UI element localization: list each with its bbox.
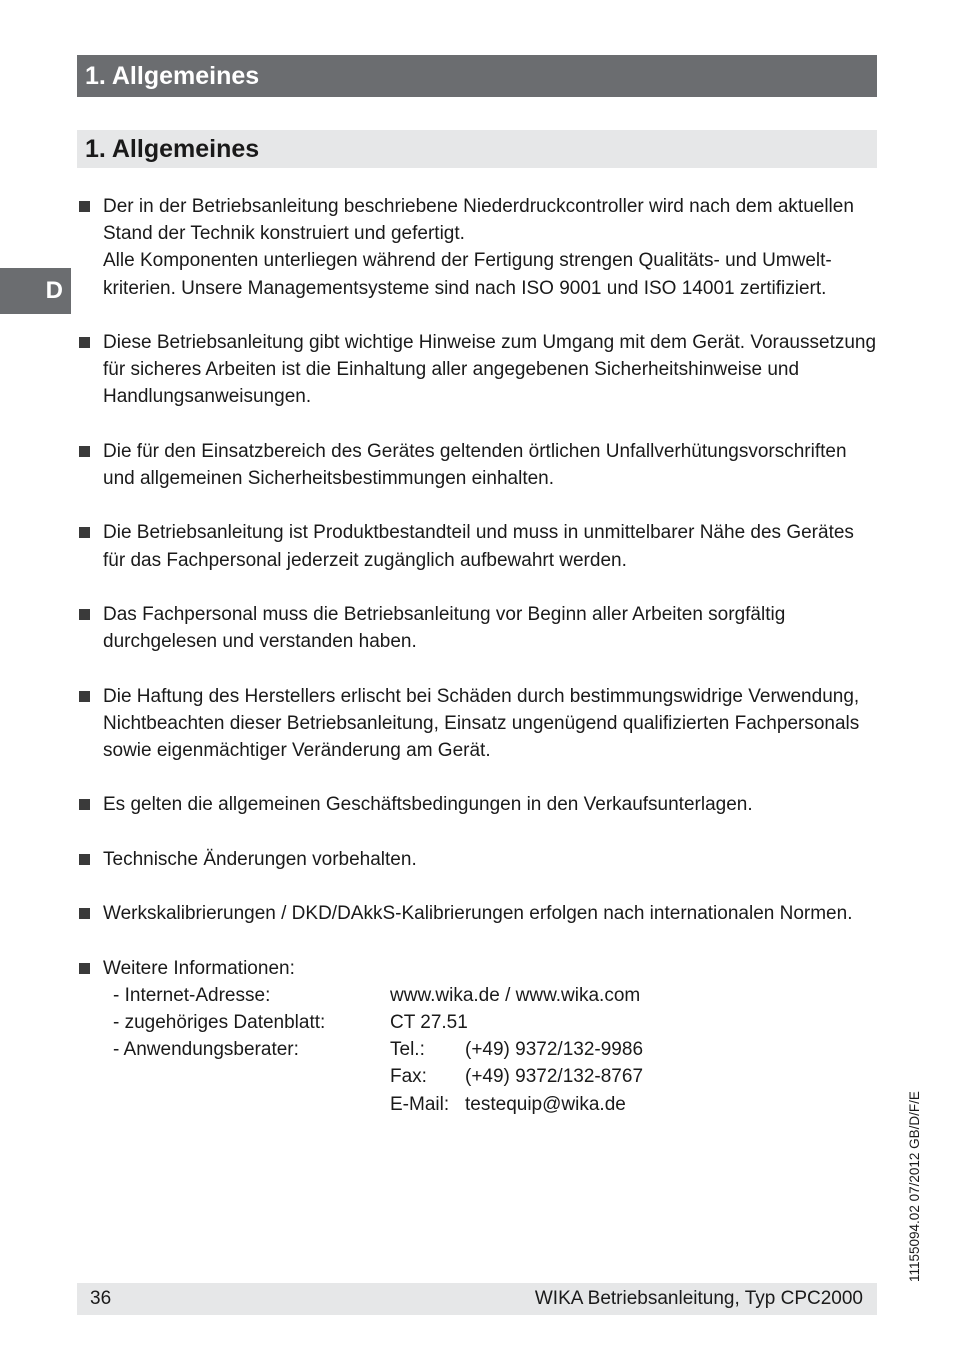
language-tab: D [0, 268, 71, 314]
internet-value: www.wika.de / www.wika.com [390, 984, 641, 1006]
list-item [77, 519, 877, 573]
list-item-text: Das Fachpersonal muss die Betriebsanleitung vor Beginn aller Arbeiten sorgfältig durchgelesen und verstanden haben. [103, 603, 786, 653]
email-label: E-Mail: [390, 1093, 450, 1115]
list-item-text: Die Betriebsanleitung ist Produktbestandteil und muss in unmittelbarer Nähe des Gerätes für das Fachpersonal jederzeit zugänglich aufbewahrt werden. [103, 522, 854, 571]
square-bullet-icon [79, 446, 90, 457]
info-list-item [77, 955, 877, 1118]
tel-label: Tel.: [390, 1039, 425, 1061]
bullet-list [77, 193, 877, 1145]
list-item [77, 900, 877, 927]
section-title: 1. Allgemeines [77, 130, 877, 168]
square-bullet-icon [79, 854, 90, 865]
info-heading: Weitere Informationen: [103, 957, 295, 979]
list-item [77, 193, 877, 302]
list-item [77, 846, 877, 873]
list-item-text: Werkskalibrierungen / DKD/DAkkS-Kalibrierungen erfolgen nach internationalen Normen. [103, 903, 853, 925]
list-item [77, 438, 877, 492]
grid-spacer [113, 1063, 390, 1090]
list-item-text: Diese Betriebsanleitung gibt wichtige Hinweise zum Umgang mit dem Gerät. Voraussetzung für sicheres Arbeiten ist die Einhaltung aller angegebenen Sicherheitshinweise und Handlungsanweisungen. [103, 332, 877, 408]
internet-label: - Internet-Adresse: [113, 984, 271, 1006]
info-table [113, 982, 877, 1118]
tel-value: (+49) 9372/132-9986 [465, 1039, 644, 1061]
square-bullet-icon [79, 908, 90, 919]
square-bullet-icon [79, 691, 90, 702]
list-item-text: Alle Komponenten unterliegen während der Fertigung strengen Qualitäts- und Umweltkriterien. Unsere Managementsysteme sind nach ISO 9001 und ISO 14001 zertifiziert. [103, 250, 832, 299]
chapter-header: 1. Allgemeines [77, 55, 877, 97]
list-item [77, 791, 877, 818]
list-item-text: Die Haftung des Herstellers erlischt bei Schäden durch bestimmungswidrige Verwendung, Nichtbeachten dieser Betriebsanleitung, Einsatz ungenügend qualifizierten Fachpersonals sowie eigenmächtiger Veränderung am Gerät. [103, 685, 860, 761]
list-item-text: Es gelten die allgemeinen Geschäftsbedingungen in den Verkaufsunterlagen. [103, 794, 753, 816]
email-value: testequip@wika.de [465, 1093, 626, 1115]
fax-label: Fax: [390, 1066, 427, 1088]
list-item-text: Technische Änderungen vorbehalten. [103, 848, 417, 870]
document-code: 11155094.02 07/2012 GB/D/F/E [907, 1091, 922, 1282]
list-item-text: Der in der Betriebsanleitung beschriebene Niederdruckcontroller wird nach dem aktuellen Stand der Technik konstruiert und gefertigt. [103, 196, 854, 245]
grid-spacer [113, 1091, 390, 1118]
list-item-text: Die für den Einsatzbereich des Gerätes geltenden örtlichen Unfallverhütungsvorschriften und allgemeinen Sicherheitsbestimmungen einhalten. [103, 440, 847, 489]
square-bullet-icon [79, 609, 90, 620]
square-bullet-icon [79, 963, 90, 974]
fax-value: (+49) 9372/132-8767 [465, 1066, 644, 1088]
page-footer [77, 1283, 877, 1315]
square-bullet-icon [79, 527, 90, 538]
page-number: 36 [90, 1288, 112, 1309]
list-item [77, 329, 877, 411]
square-bullet-icon [79, 201, 90, 212]
footer-title: WIKA Betriebsanleitung, Typ CPC2000 [534, 1288, 863, 1309]
square-bullet-icon [79, 337, 90, 348]
square-bullet-icon [79, 799, 90, 810]
list-item [77, 683, 877, 765]
advisor-label: - Anwendungsberater: [113, 1039, 299, 1061]
list-item [77, 601, 877, 655]
datasheet-label: - zugehöriges Datenblatt: [113, 1011, 326, 1033]
datasheet-value: CT 27.51 [390, 1011, 468, 1033]
